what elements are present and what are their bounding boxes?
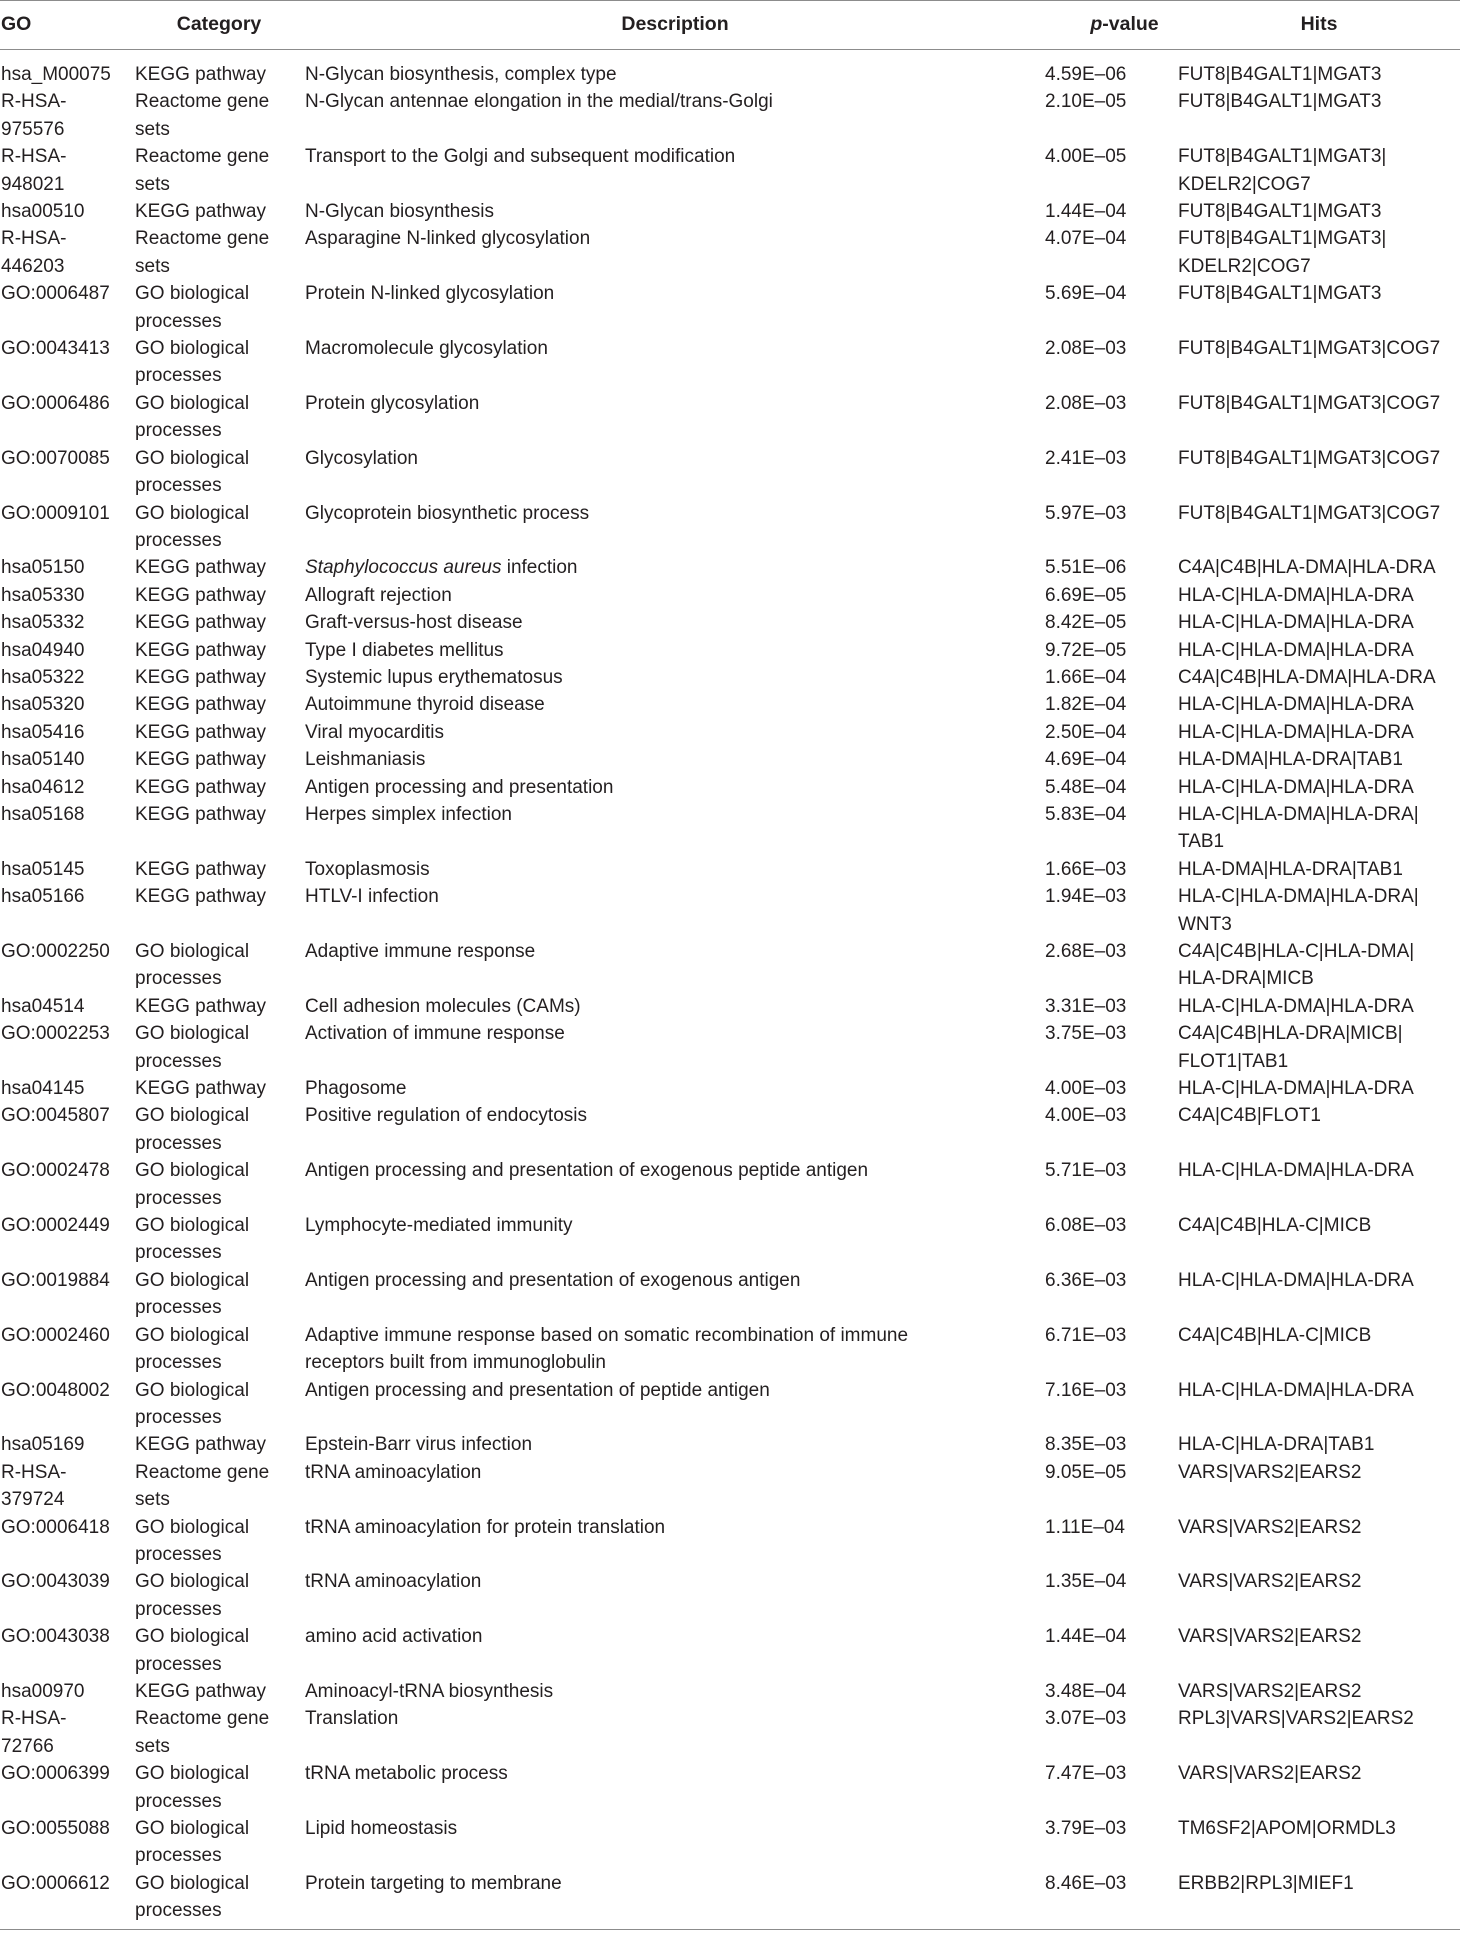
category-cell: KEGG pathway: [135, 64, 266, 85]
description-cell: [305, 554, 1045, 581]
table-row: [0, 500, 1460, 555]
description-italic: Staphylococcus aureus: [305, 557, 502, 579]
go-id-cell: GO:0006612: [0, 1870, 133, 1929]
table-row: [0, 198, 1460, 225]
hits-cell: HLA-C|HLA-DMA|HLA-DRA: [1178, 721, 1414, 743]
hits-cell: C4A|C4B|FLOT1: [1178, 1105, 1321, 1127]
table-row: [0, 774, 1460, 801]
go-id-cell: R-HSA- 72766: [1, 1708, 67, 1757]
category-cell: KEGG pathway: [135, 201, 266, 223]
table-row: [0, 719, 1460, 746]
table-row: [0, 1075, 1460, 1102]
pvalue-cell: 8.46E–03: [1045, 1870, 1178, 1929]
hits-cell: C4A|C4B|HLA-DMA|HLA-DRA: [1178, 666, 1436, 688]
description-cell: Systemic lupus erythematosus: [305, 666, 563, 688]
description-cell: Antigen processing and presentation of exogenous antigen: [305, 1269, 801, 1291]
go-id-cell: GO:0002250: [1, 941, 110, 962]
pvalue-cell: 4.00E–03: [1045, 1105, 1127, 1127]
description-cell: tRNA metabolic process: [305, 1763, 508, 1785]
go-id-cell: GO:0043039: [1, 1571, 110, 1593]
pvalue-cell: 7.47E–03: [1045, 1763, 1127, 1785]
description-cell: Leishmaniasis: [305, 749, 426, 771]
header-category: Category: [133, 1, 305, 50]
go-id-cell: GO:0006487: [1, 283, 110, 305]
go-id-cell: hsa00970: [1, 1680, 85, 1702]
category-cell: KEGG pathway: [135, 776, 266, 798]
pvalue-cell: 5.97E–03: [1045, 502, 1127, 524]
hits-cell: FUT8|B4GALT1|MGAT3| KDELR2|COG7: [1178, 228, 1387, 277]
pvalue-cell: 5.51E–06: [1045, 557, 1127, 579]
category-cell: Reactome gene sets: [135, 146, 270, 195]
table-row: [0, 1322, 1460, 1377]
go-id-cell: hsa00510: [1, 201, 85, 223]
table-row: [0, 609, 1460, 636]
go-id-cell: hsa05416: [1, 721, 85, 743]
table-row: [0, 1623, 1460, 1678]
category-cell: KEGG pathway: [135, 694, 266, 716]
go-id-cell: hsa05320: [1, 694, 85, 716]
description-cell: Macromolecule glycosylation: [305, 338, 548, 360]
go-id-cell: GO:0006486: [1, 392, 110, 414]
description-cell: Toxoplasmosis: [305, 858, 430, 880]
table-row: [0, 1267, 1460, 1322]
table-row: [0, 1815, 1460, 1870]
category-cell: GO biological processes: [135, 1379, 250, 1428]
category-cell: KEGG pathway: [135, 557, 266, 579]
go-id-cell: hsa04145: [1, 1078, 85, 1100]
hits-cell: HLA-C|HLA-DMA|HLA-DRA: [1178, 995, 1414, 1017]
table-row: [0, 390, 1460, 445]
pvalue-cell: 9.72E–05: [1045, 639, 1127, 661]
description-cell: Phagosome: [305, 1078, 407, 1100]
go-id-cell: hsa05169: [1, 1434, 85, 1456]
go-id-cell: GO:0006418: [1, 1516, 110, 1538]
pvalue-cell: 5.83E–04: [1045, 803, 1127, 825]
pvalue-cell: 7.16E–03: [1045, 1379, 1127, 1401]
description-cell: tRNA aminoacylation: [305, 1461, 482, 1483]
pvalue-cell: 8.42E–05: [1045, 612, 1127, 634]
category-cell: KEGG pathway: [135, 749, 266, 771]
pvalue-cell: 4.59E–06: [1045, 64, 1127, 85]
go-id-cell: GO:0045807: [1, 1105, 110, 1127]
pvalue-cell: 6.36E–03: [1045, 1269, 1127, 1291]
hits-cell: HLA-DMA|HLA-DRA|TAB1: [1178, 749, 1403, 771]
table-header: [0, 1, 1460, 50]
description-cell: Glycosylation: [305, 447, 418, 469]
go-id-cell: hsa04612: [1, 776, 85, 798]
header-pvalue-suffix: -value: [1102, 13, 1159, 36]
pvalue-cell: 1.82E–04: [1045, 694, 1127, 716]
category-cell: Reactome gene sets: [135, 1708, 270, 1757]
header-pvalue-italic: p: [1090, 13, 1103, 36]
category-cell: GO biological processes: [133, 1870, 305, 1929]
category-cell: GO biological processes: [135, 392, 250, 442]
description-cell: Lymphocyte-mediated immunity: [305, 1215, 573, 1237]
go-id-cell: GO:0002478: [1, 1160, 110, 1182]
table-row: [0, 1377, 1460, 1432]
table-row: [0, 1431, 1460, 1458]
go-id-cell: hsa04940: [1, 639, 85, 661]
description-cell: Cell adhesion molecules (CAMs): [305, 995, 581, 1017]
go-id-cell: GO:0002460: [1, 1324, 110, 1346]
table-row: [0, 88, 1460, 143]
go-id-cell: hsa_M00075: [1, 64, 111, 85]
hits-cell: HLA-C|HLA-DMA|HLA-DRA: [1178, 1379, 1414, 1401]
description-cell: N-Glycan antennae elongation in the medial/trans-Golgi: [305, 91, 773, 113]
go-id-cell: R-HSA- 948021: [1, 146, 67, 195]
pvalue-cell: 2.10E–05: [1045, 91, 1127, 113]
pvalue-cell: 3.31E–03: [1045, 995, 1127, 1017]
table-row: [0, 1568, 1460, 1623]
category-cell: GO biological processes: [135, 338, 250, 387]
category-cell: GO biological processes: [135, 502, 250, 551]
go-id-cell: hsa05145: [1, 858, 85, 880]
description-text: infection: [501, 557, 578, 579]
category-cell: KEGG pathway: [135, 666, 266, 688]
table-row: [0, 445, 1460, 500]
table-row: [0, 938, 1460, 993]
category-cell: KEGG pathway: [135, 995, 266, 1017]
hits-cell: HLA-C|HLA-DMA|HLA-DRA: [1178, 1269, 1414, 1291]
table-row: [0, 691, 1460, 718]
table-row: [0, 746, 1460, 773]
table-row: [0, 664, 1460, 691]
description-cell: Epstein-Barr virus infection: [305, 1434, 533, 1456]
description-cell: Aminoacyl-tRNA biosynthesis: [305, 1680, 554, 1702]
hits-cell: HLA-C|HLA-DMA|HLA-DRA: [1178, 612, 1414, 634]
pvalue-cell: 5.71E–03: [1045, 1160, 1127, 1182]
hits-cell: FUT8|B4GALT1|MGAT3: [1178, 64, 1382, 85]
description-cell: Herpes simplex infection: [305, 803, 512, 825]
pvalue-cell: 5.48E–04: [1045, 776, 1127, 798]
go-id-cell: R-HSA- 446203: [1, 228, 67, 277]
table-row: [0, 582, 1460, 609]
go-id-cell: GO:0019884: [1, 1269, 110, 1291]
go-id-cell: R-HSA- 975576: [1, 91, 67, 140]
description-cell: Protein glycosylation: [305, 392, 480, 414]
hits-cell: FUT8|B4GALT1|MGAT3|COG7: [1178, 502, 1441, 524]
description-cell: Translation: [305, 1708, 399, 1730]
go-id-cell: GO:0043038: [1, 1626, 110, 1648]
header-pvalue: [1045, 1, 1178, 50]
go-id-cell: hsa05168: [1, 803, 85, 825]
description-cell: N-Glycan biosynthesis, complex type: [305, 64, 617, 85]
go-id-cell: GO:0002449: [1, 1215, 110, 1237]
category-cell: GO biological processes: [135, 1571, 250, 1620]
hits-cell: FUT8|B4GALT1|MGAT3: [1178, 91, 1382, 113]
pvalue-cell: 6.69E–05: [1045, 584, 1127, 606]
description-cell: Glycoprotein biosynthetic process: [305, 502, 590, 524]
hits-cell: HLA-C|HLA-DMA|HLA-DRA| TAB1: [1178, 803, 1419, 853]
hits-cell: VARS|VARS2|EARS2: [1178, 1626, 1362, 1648]
description-cell: Asparagine N-linked glycosylation: [305, 228, 591, 250]
description-cell: tRNA aminoacylation: [305, 1571, 482, 1593]
category-cell: KEGG pathway: [135, 858, 266, 880]
pvalue-cell: 2.68E–03: [1045, 941, 1127, 962]
go-id-cell: GO:0048002: [1, 1379, 110, 1401]
header-row: [0, 1, 1460, 50]
hits-cell: VARS|VARS2|EARS2: [1178, 1680, 1362, 1702]
description-cell: Activation of immune response: [305, 1023, 565, 1045]
table-row: [0, 801, 1460, 856]
table-row: [0, 1514, 1460, 1569]
go-id-cell: GO:0070085: [1, 447, 110, 469]
pvalue-cell: 1.11E–04: [1045, 1516, 1125, 1538]
table-row: [0, 280, 1460, 335]
hits-cell: FUT8|B4GALT1|MGAT3|COG7: [1178, 447, 1441, 469]
category-cell: KEGG pathway: [135, 886, 266, 908]
hits-cell: HLA-C|HLA-DMA|HLA-DRA| WNT3: [1178, 886, 1419, 935]
description-cell: Protein N-linked glycosylation: [305, 283, 555, 305]
pvalue-cell: 1.44E–04: [1045, 1626, 1127, 1648]
category-cell: Reactome gene sets: [135, 228, 270, 277]
pvalue-cell: 6.71E–03: [1045, 1324, 1127, 1346]
header-hits: Hits: [1178, 1, 1460, 50]
table-row: [0, 554, 1460, 581]
go-id-cell: GO:0006399: [1, 1763, 110, 1785]
hits-cell: FUT8|B4GALT1|MGAT3| KDELR2|COG7: [1178, 146, 1387, 195]
pvalue-cell: 2.08E–03: [1045, 392, 1127, 414]
category-cell: GO biological processes: [135, 1763, 250, 1812]
hits-cell: C4A|C4B|HLA-C|MICB: [1178, 1324, 1372, 1346]
table-row: [0, 1459, 1460, 1514]
hits-cell: C4A|C4B|HLA-DMA|HLA-DRA: [1178, 557, 1436, 579]
table-body: [0, 50, 1460, 1930]
pvalue-cell: 1.35E–04: [1045, 1571, 1127, 1593]
hits-cell: VARS|VARS2|EARS2: [1178, 1763, 1362, 1785]
hits-cell: HLA-C|HLA-DRA|TAB1: [1178, 1434, 1375, 1456]
hits-cell: HLA-C|HLA-DMA|HLA-DRA: [1178, 1078, 1414, 1100]
hits-cell: HLA-C|HLA-DMA|HLA-DRA: [1178, 776, 1414, 798]
table-row: [0, 50, 1460, 89]
go-id-cell: hsa05166: [1, 886, 85, 908]
table-row: [0, 1678, 1460, 1705]
hits-cell: FUT8|B4GALT1|MGAT3: [1178, 283, 1382, 305]
go-id-cell: hsa05150: [1, 557, 85, 579]
pvalue-cell: 5.69E–04: [1045, 283, 1127, 305]
description-cell: Adaptive immune response: [305, 941, 536, 962]
description-cell: amino acid activation: [305, 1626, 483, 1648]
table-row: [0, 225, 1460, 280]
table-row: [0, 1157, 1460, 1212]
pvalue-cell: 1.66E–04: [1045, 666, 1127, 688]
category-cell: GO biological processes: [135, 1818, 250, 1867]
go-id-cell: hsa05322: [1, 666, 85, 688]
table-row: [0, 856, 1460, 883]
table-row: [0, 143, 1460, 198]
hits-cell: ERBB2|RPL3|MIEF1: [1178, 1870, 1460, 1929]
hits-cell: FUT8|B4GALT1|MGAT3|COG7: [1178, 338, 1441, 360]
category-cell: GO biological processes: [135, 447, 250, 497]
category-cell: KEGG pathway: [135, 1680, 266, 1702]
pvalue-cell: 1.94E–03: [1045, 886, 1127, 908]
description-cell: Allograft rejection: [305, 584, 452, 606]
go-id-cell: GO:0002253: [1, 1023, 110, 1045]
hits-cell: C4A|C4B|HLA-C|HLA-DMA| HLA-DRA|MICB: [1178, 941, 1415, 990]
table-row: [0, 335, 1460, 390]
hits-cell: HLA-C|HLA-DMA|HLA-DRA: [1178, 584, 1414, 606]
category-cell: GO biological processes: [135, 1215, 250, 1264]
pvalue-cell: 3.75E–03: [1045, 1023, 1127, 1045]
hits-cell: C4A|C4B|HLA-C|MICB: [1178, 1215, 1372, 1237]
category-cell: KEGG pathway: [135, 1434, 266, 1456]
pvalue-cell: 3.79E–03: [1045, 1818, 1127, 1839]
category-cell: GO biological processes: [135, 941, 250, 990]
description-cell: tRNA aminoacylation for protein translation: [305, 1516, 666, 1538]
table-row: [0, 1760, 1460, 1815]
description-cell: Lipid homeostasis: [305, 1818, 458, 1839]
go-id-cell: hsa05140: [1, 749, 85, 771]
go-id-cell: GO:0009101: [1, 502, 110, 524]
description-cell: Protein targeting to membrane: [305, 1870, 1045, 1929]
category-cell: GO biological processes: [135, 1160, 250, 1209]
pvalue-cell: 4.69E–04: [1045, 749, 1127, 771]
hits-cell: HLA-DMA|HLA-DRA|TAB1: [1178, 858, 1403, 880]
go-id-cell: hsa04514: [1, 995, 85, 1017]
hits-cell: HLA-C|HLA-DMA|HLA-DRA: [1178, 1160, 1414, 1182]
category-cell: GO biological processes: [135, 1516, 250, 1565]
category-cell: Reactome gene sets: [135, 1461, 270, 1511]
pvalue-cell: 2.08E–03: [1045, 338, 1127, 360]
pvalue-cell: 3.07E–03: [1045, 1708, 1127, 1730]
description-cell: Antigen processing and presentation: [305, 776, 614, 798]
table-row: [0, 637, 1460, 664]
hits-cell: RPL3|VARS|VARS2|EARS2: [1178, 1708, 1414, 1730]
category-cell: KEGG pathway: [135, 721, 266, 743]
hits-cell: TM6SF2|APOM|ORMDL3: [1178, 1818, 1396, 1839]
go-id-cell: GO:0055088: [1, 1818, 110, 1839]
category-cell: GO biological processes: [135, 1023, 250, 1072]
category-cell: KEGG pathway: [135, 803, 266, 825]
description-cell: Antigen processing and presentation of exogenous peptide antigen: [305, 1160, 869, 1182]
pvalue-cell: 4.00E–05: [1045, 146, 1127, 168]
description-cell: Type I diabetes mellitus: [305, 639, 504, 661]
category-cell: GO biological processes: [135, 1105, 250, 1154]
description-cell: Adaptive immune response based on somatic recombination of immune receptors built from immunoglobulin: [305, 1324, 909, 1374]
description-cell: Antigen processing and presentation of peptide antigen: [305, 1379, 770, 1401]
category-cell: GO biological processes: [135, 283, 250, 332]
hits-cell: C4A|C4B|HLA-DRA|MICB| FLOT1|TAB1: [1178, 1023, 1403, 1072]
go-id-cell: GO:0043413: [1, 338, 110, 360]
hits-cell: VARS|VARS2|EARS2: [1178, 1571, 1362, 1593]
hits-cell: FUT8|B4GALT1|MGAT3: [1178, 201, 1382, 223]
description-cell: N-Glycan biosynthesis: [305, 201, 495, 223]
pvalue-cell: 4.07E–04: [1045, 228, 1127, 250]
pvalue-cell: 6.08E–03: [1045, 1215, 1127, 1237]
description-cell: Graft-versus-host disease: [305, 612, 523, 634]
table-row: [0, 883, 1460, 938]
hits-cell: HLA-C|HLA-DMA|HLA-DRA: [1178, 639, 1414, 661]
category-cell: KEGG pathway: [135, 612, 266, 634]
description-cell: HTLV-I infection: [305, 886, 439, 908]
pvalue-cell: 2.41E–03: [1045, 447, 1127, 469]
hits-cell: FUT8|B4GALT1|MGAT3|COG7: [1178, 392, 1441, 414]
table-row: [0, 1102, 1460, 1157]
table-row: [0, 1870, 1460, 1929]
category-cell: KEGG pathway: [135, 639, 266, 661]
description-cell: Autoimmune thyroid disease: [305, 694, 545, 716]
category-cell: Reactome gene sets: [135, 91, 270, 140]
pvalue-cell: 1.66E–03: [1045, 858, 1127, 880]
pvalue-cell: 3.48E–04: [1045, 1680, 1127, 1702]
pvalue-cell: 2.50E–04: [1045, 721, 1127, 743]
category-cell: GO biological processes: [135, 1626, 250, 1675]
category-cell: GO biological processes: [135, 1324, 250, 1374]
header-go: GO: [0, 1, 133, 50]
pvalue-cell: 8.35E–03: [1045, 1434, 1127, 1456]
go-id-cell: R-HSA- 379724: [1, 1461, 67, 1511]
header-description: Description: [305, 1, 1045, 50]
table-row: [0, 1705, 1460, 1760]
table-row: [0, 993, 1460, 1020]
pvalue-cell: 1.44E–04: [1045, 201, 1127, 223]
description-cell: Positive regulation of endocytosis: [305, 1105, 587, 1127]
go-id-cell: hsa05330: [1, 584, 85, 606]
description-cell: Viral myocarditis: [305, 721, 445, 743]
category-cell: KEGG pathway: [135, 584, 266, 606]
category-cell: GO biological processes: [135, 1269, 250, 1319]
hits-cell: VARS|VARS2|EARS2: [1178, 1461, 1362, 1483]
go-id-cell: hsa05332: [1, 612, 85, 634]
hits-cell: HLA-C|HLA-DMA|HLA-DRA: [1178, 694, 1414, 716]
description-cell: Transport to the Golgi and subsequent modification: [305, 146, 736, 168]
hits-cell: VARS|VARS2|EARS2: [1178, 1516, 1362, 1538]
table-row: [0, 1020, 1460, 1075]
pvalue-cell: 9.05E–05: [1045, 1461, 1127, 1483]
pvalue-cell: 4.00E–03: [1045, 1078, 1127, 1100]
table-row: [0, 1212, 1460, 1267]
category-cell: KEGG pathway: [135, 1078, 266, 1100]
